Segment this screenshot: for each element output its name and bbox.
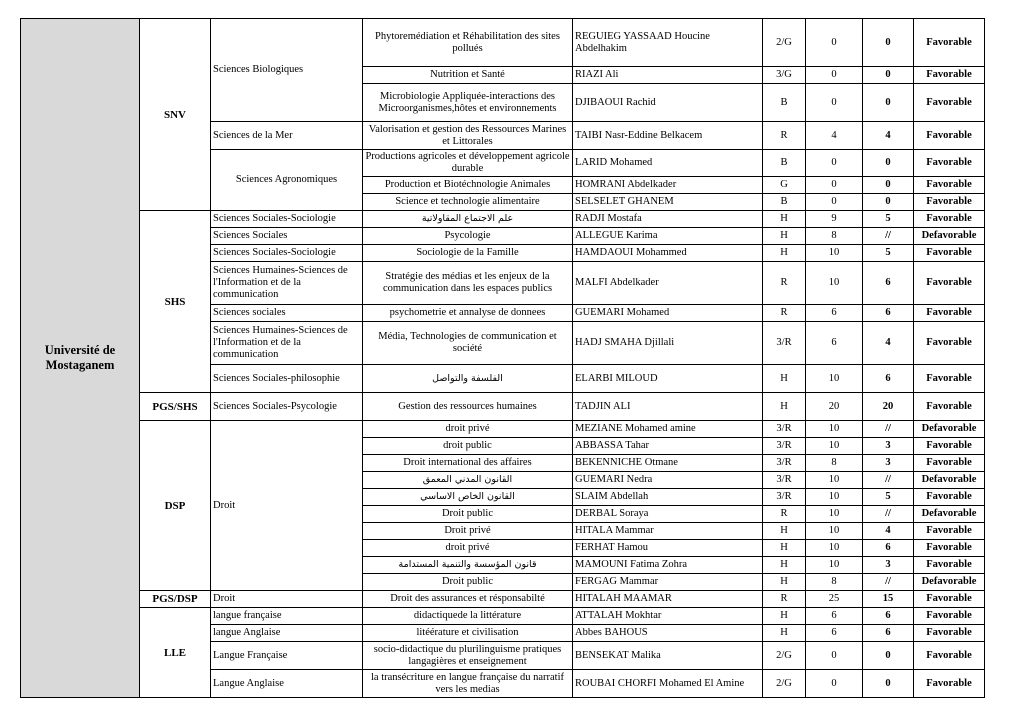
value-cell: 10 [806,557,863,574]
grade-cell: H [763,574,806,591]
value-cell: 0 [806,670,863,698]
name-cell: ALLEGUE Karima [573,228,763,245]
grade-cell: H [763,540,806,557]
name-cell: HADJ SMAHA Djillali [573,322,763,365]
specialty-cell: Phytoremédiation et Réhabilitation des sites pollués [363,19,573,67]
name-cell: RADJI Mostafa [573,211,763,228]
name-cell: HITALA Mammar [573,523,763,540]
specialty-cell: la transécriture en langue française du narratif vers les medias [363,670,573,698]
score-cell: 4 [863,523,914,540]
grade-cell: 3/R [763,322,806,365]
specialty-cell: Média, Technologies de communication et société [363,322,573,365]
name-cell: FERHAT Hamou [573,540,763,557]
name-cell: HOMRANI Abdelkader [573,177,763,194]
value-cell: 4 [806,122,863,150]
decision-cell: Favorable [914,150,985,177]
score-cell: 6 [863,540,914,557]
score-cell: 4 [863,322,914,365]
score-cell: 0 [863,84,914,122]
grade-cell: H [763,365,806,393]
grade-cell: R [763,506,806,523]
value-cell: 10 [806,365,863,393]
specialty-cell: Microbiologie Appliquée-interactions des Microorganismes,hôtes et environnements [363,84,573,122]
field-cell: Sciences de la Mer [211,122,363,150]
decision-cell: Favorable [914,608,985,625]
score-cell: // [863,228,914,245]
name-cell: HAMDAOUI Mohammed [573,245,763,262]
value-cell: 6 [806,625,863,642]
decision-cell: Favorable [914,305,985,322]
decision-cell: Defavorable [914,506,985,523]
field-cell: langue Anglaise [211,625,363,642]
grade-cell: B [763,84,806,122]
value-cell: 20 [806,393,863,421]
grade-cell: H [763,228,806,245]
score-cell: 0 [863,194,914,211]
decision-cell: Favorable [914,591,985,608]
score-cell: 6 [863,625,914,642]
specialty-cell: Sociologie de la Famille [363,245,573,262]
name-cell: SLAIM Abdellah [573,489,763,506]
decision-cell: Defavorable [914,574,985,591]
value-cell: 0 [806,194,863,211]
decision-cell: Favorable [914,670,985,698]
name-cell: DJIBAOUI Rachid [573,84,763,122]
specialty-cell: Gestion des ressources humaines [363,393,573,421]
name-cell: ABBASSA Tahar [573,438,763,455]
specialty-cell: Droit des assurances et résponsabilté [363,591,573,608]
name-cell: DERBAL Soraya [573,506,763,523]
score-cell: 3 [863,438,914,455]
decision-cell: Favorable [914,177,985,194]
value-cell: 10 [806,262,863,305]
university-cell: Université de Mostaganem [21,19,140,698]
decision-cell: Defavorable [914,421,985,438]
specialty-cell: الفلسفة والتواصل [363,365,573,393]
name-cell: GUEMARI Nedra [573,472,763,489]
faculty-cell: SHS [140,211,211,393]
value-cell: 0 [806,84,863,122]
value-cell: 10 [806,506,863,523]
value-cell: 6 [806,305,863,322]
name-cell: TADJIN ALI [573,393,763,421]
value-cell: 9 [806,211,863,228]
grade-cell: H [763,625,806,642]
score-cell: 5 [863,211,914,228]
value-cell: 10 [806,438,863,455]
value-cell: 0 [806,19,863,67]
grade-cell: 3/R [763,421,806,438]
specialty-cell: Valorisation et gestion des Ressources Marines et Littorales [363,122,573,150]
specialty-cell: القانون المدني المعمق [363,472,573,489]
name-cell: Abbes BAHOUS [573,625,763,642]
grade-cell: H [763,557,806,574]
decision-cell: Favorable [914,625,985,642]
specialty-cell: didactiquede la littérature [363,608,573,625]
specialty-cell: Science et technologie alimentaire [363,194,573,211]
decision-cell: Favorable [914,455,985,472]
grade-cell: 3/G [763,67,806,84]
table-row [21,19,985,67]
grade-cell: B [763,150,806,177]
score-cell: 0 [863,670,914,698]
value-cell: 0 [806,642,863,670]
specialty-cell: Stratégie des médias et les enjeux de la communication dans les espaces publics [363,262,573,305]
name-cell: MALFI Abdelkader [573,262,763,305]
decision-cell: Favorable [914,211,985,228]
decision-cell: Favorable [914,557,985,574]
specialty-cell: droit privé [363,540,573,557]
name-cell: MAMOUNI Fatima Zohra [573,557,763,574]
field-cell: Sciences Humaines-Sciences de l'Information et de la communication [211,322,363,365]
grade-cell: H [763,245,806,262]
grade-cell: R [763,591,806,608]
grade-cell: 3/R [763,489,806,506]
decision-cell: Favorable [914,489,985,506]
value-cell: 10 [806,245,863,262]
value-cell: 8 [806,228,863,245]
specialty-cell: القانون الخاص الاساسي [363,489,573,506]
name-cell: FERGAG Mammar [573,574,763,591]
score-cell: 0 [863,150,914,177]
grade-cell: B [763,194,806,211]
specialty-cell: علم الاجتماع المقاولاتية [363,211,573,228]
score-cell: // [863,472,914,489]
specialty-cell: Droit international des affaires [363,455,573,472]
decision-cell: Favorable [914,245,985,262]
grade-cell: R [763,262,806,305]
score-cell: 6 [863,305,914,322]
name-cell: ELARBI MILOUD [573,365,763,393]
grade-cell: H [763,211,806,228]
score-cell: 3 [863,557,914,574]
faculty-cell: SNV [140,19,211,211]
field-cell: langue française [211,608,363,625]
decision-cell: Favorable [914,393,985,421]
decision-cell: Defavorable [914,472,985,489]
grade-cell: 3/R [763,438,806,455]
field-cell: Sciences Agronomiques [211,150,363,211]
specialty-cell: litéérature et civilisation [363,625,573,642]
name-cell: REGUIEG YASSAAD Houcine Abdelhakim [573,19,763,67]
grade-cell: H [763,608,806,625]
decision-cell: Defavorable [914,228,985,245]
specialty-cell: Droit public [363,506,573,523]
value-cell: 0 [806,177,863,194]
score-cell: // [863,506,914,523]
field-cell: Langue Anglaise [211,670,363,698]
grade-cell: 2/G [763,670,806,698]
name-cell: ATTALAH Mokhtar [573,608,763,625]
score-cell: 15 [863,591,914,608]
specialty-cell: Droit privé [363,523,573,540]
specialty-cell: Nutrition et Santé [363,67,573,84]
faculty-cell: DSP [140,421,211,591]
specialty-cell: Droit public [363,574,573,591]
name-cell: BENSEKAT Malika [573,642,763,670]
value-cell: 8 [806,455,863,472]
value-cell: 10 [806,472,863,489]
field-cell: Sciences Sociales-Psycologie [211,393,363,421]
field-cell: Sciences Sociales [211,228,363,245]
decision-cell: Favorable [914,523,985,540]
faculty-cell: LLE [140,608,211,698]
grade-cell: 2/G [763,19,806,67]
value-cell: 25 [806,591,863,608]
score-cell: 0 [863,642,914,670]
score-cell: 4 [863,122,914,150]
score-cell: 20 [863,393,914,421]
faculty-cell: PGS/SHS [140,393,211,421]
table-row [21,591,985,608]
grade-cell: 3/R [763,455,806,472]
field-cell: Langue Française [211,642,363,670]
score-cell: 0 [863,19,914,67]
name-cell: RIAZI Ali [573,67,763,84]
value-cell: 0 [806,67,863,84]
score-cell: 5 [863,489,914,506]
decision-cell: Favorable [914,67,985,84]
value-cell: 10 [806,489,863,506]
value-cell: 10 [806,421,863,438]
field-cell: Sciences Sociales-Sociologie [211,211,363,228]
grade-cell: G [763,177,806,194]
decision-cell: Favorable [914,642,985,670]
score-cell: 0 [863,177,914,194]
decision-cell: Favorable [914,540,985,557]
name-cell: HITALAH MAAMAR [573,591,763,608]
value-cell: 8 [806,574,863,591]
grade-cell: 3/R [763,472,806,489]
score-cell: 5 [863,245,914,262]
grade-cell: R [763,122,806,150]
decision-cell: Favorable [914,19,985,67]
decision-cell: Favorable [914,322,985,365]
table-row [21,608,985,625]
decision-cell: Favorable [914,438,985,455]
score-cell: // [863,574,914,591]
score-cell: // [863,421,914,438]
value-cell: 6 [806,608,863,625]
field-cell: Sciences Sociales-philosophie [211,365,363,393]
field-cell: Sciences sociales [211,305,363,322]
value-cell: 10 [806,540,863,557]
table-row [21,421,985,438]
table-row [21,393,985,421]
decision-cell: Favorable [914,194,985,211]
specialty-cell: psychometrie et annalyse de donnees [363,305,573,322]
decision-cell: Favorable [914,262,985,305]
name-cell: BEKENNICHE Otmane [573,455,763,472]
name-cell: GUEMARI Mohamed [573,305,763,322]
score-cell: 0 [863,67,914,84]
decision-cell: Favorable [914,84,985,122]
specialty-cell: socio-didactique du plurilinguisme pratiques langagières et enseignement [363,642,573,670]
grade-cell: H [763,393,806,421]
name-cell: TAIBI Nasr-Eddine Belkacem [573,122,763,150]
specialty-cell: قانون المؤسسة والتنمية المستدامة [363,557,573,574]
name-cell: SELSELET GHANEM [573,194,763,211]
value-cell: 10 [806,523,863,540]
specialty-cell: droit public [363,438,573,455]
decision-cell: Favorable [914,122,985,150]
specialty-cell: Productions agricoles et développement agricole durable [363,150,573,177]
field-cell: Droit [211,591,363,608]
table-row [21,211,985,228]
field-cell: Sciences Biologiques [211,19,363,122]
score-cell: 6 [863,608,914,625]
decision-cell: Favorable [914,365,985,393]
score-cell: 6 [863,262,914,305]
score-cell: 3 [863,455,914,472]
grade-cell: 2/G [763,642,806,670]
field-cell: Droit [211,421,363,591]
value-cell: 0 [806,150,863,177]
grade-cell: R [763,305,806,322]
score-cell: 6 [863,365,914,393]
faculty-cell: PGS/DSP [140,591,211,608]
specialty-cell: Production et Biotéchnologie Animales [363,177,573,194]
field-cell: Sciences Humaines-Sciences de l'Information et de la communication [211,262,363,305]
name-cell: LARID Mohamed [573,150,763,177]
name-cell: ROUBAI CHORFI Mohamed El Amine [573,670,763,698]
name-cell: MEZIANE Mohamed amine [573,421,763,438]
specialty-cell: Psycologie [363,228,573,245]
field-cell: Sciences Sociales-Sociologie [211,245,363,262]
specialty-cell: droit privé [363,421,573,438]
grade-cell: H [763,523,806,540]
value-cell: 6 [806,322,863,365]
habilitation-table [20,18,985,698]
